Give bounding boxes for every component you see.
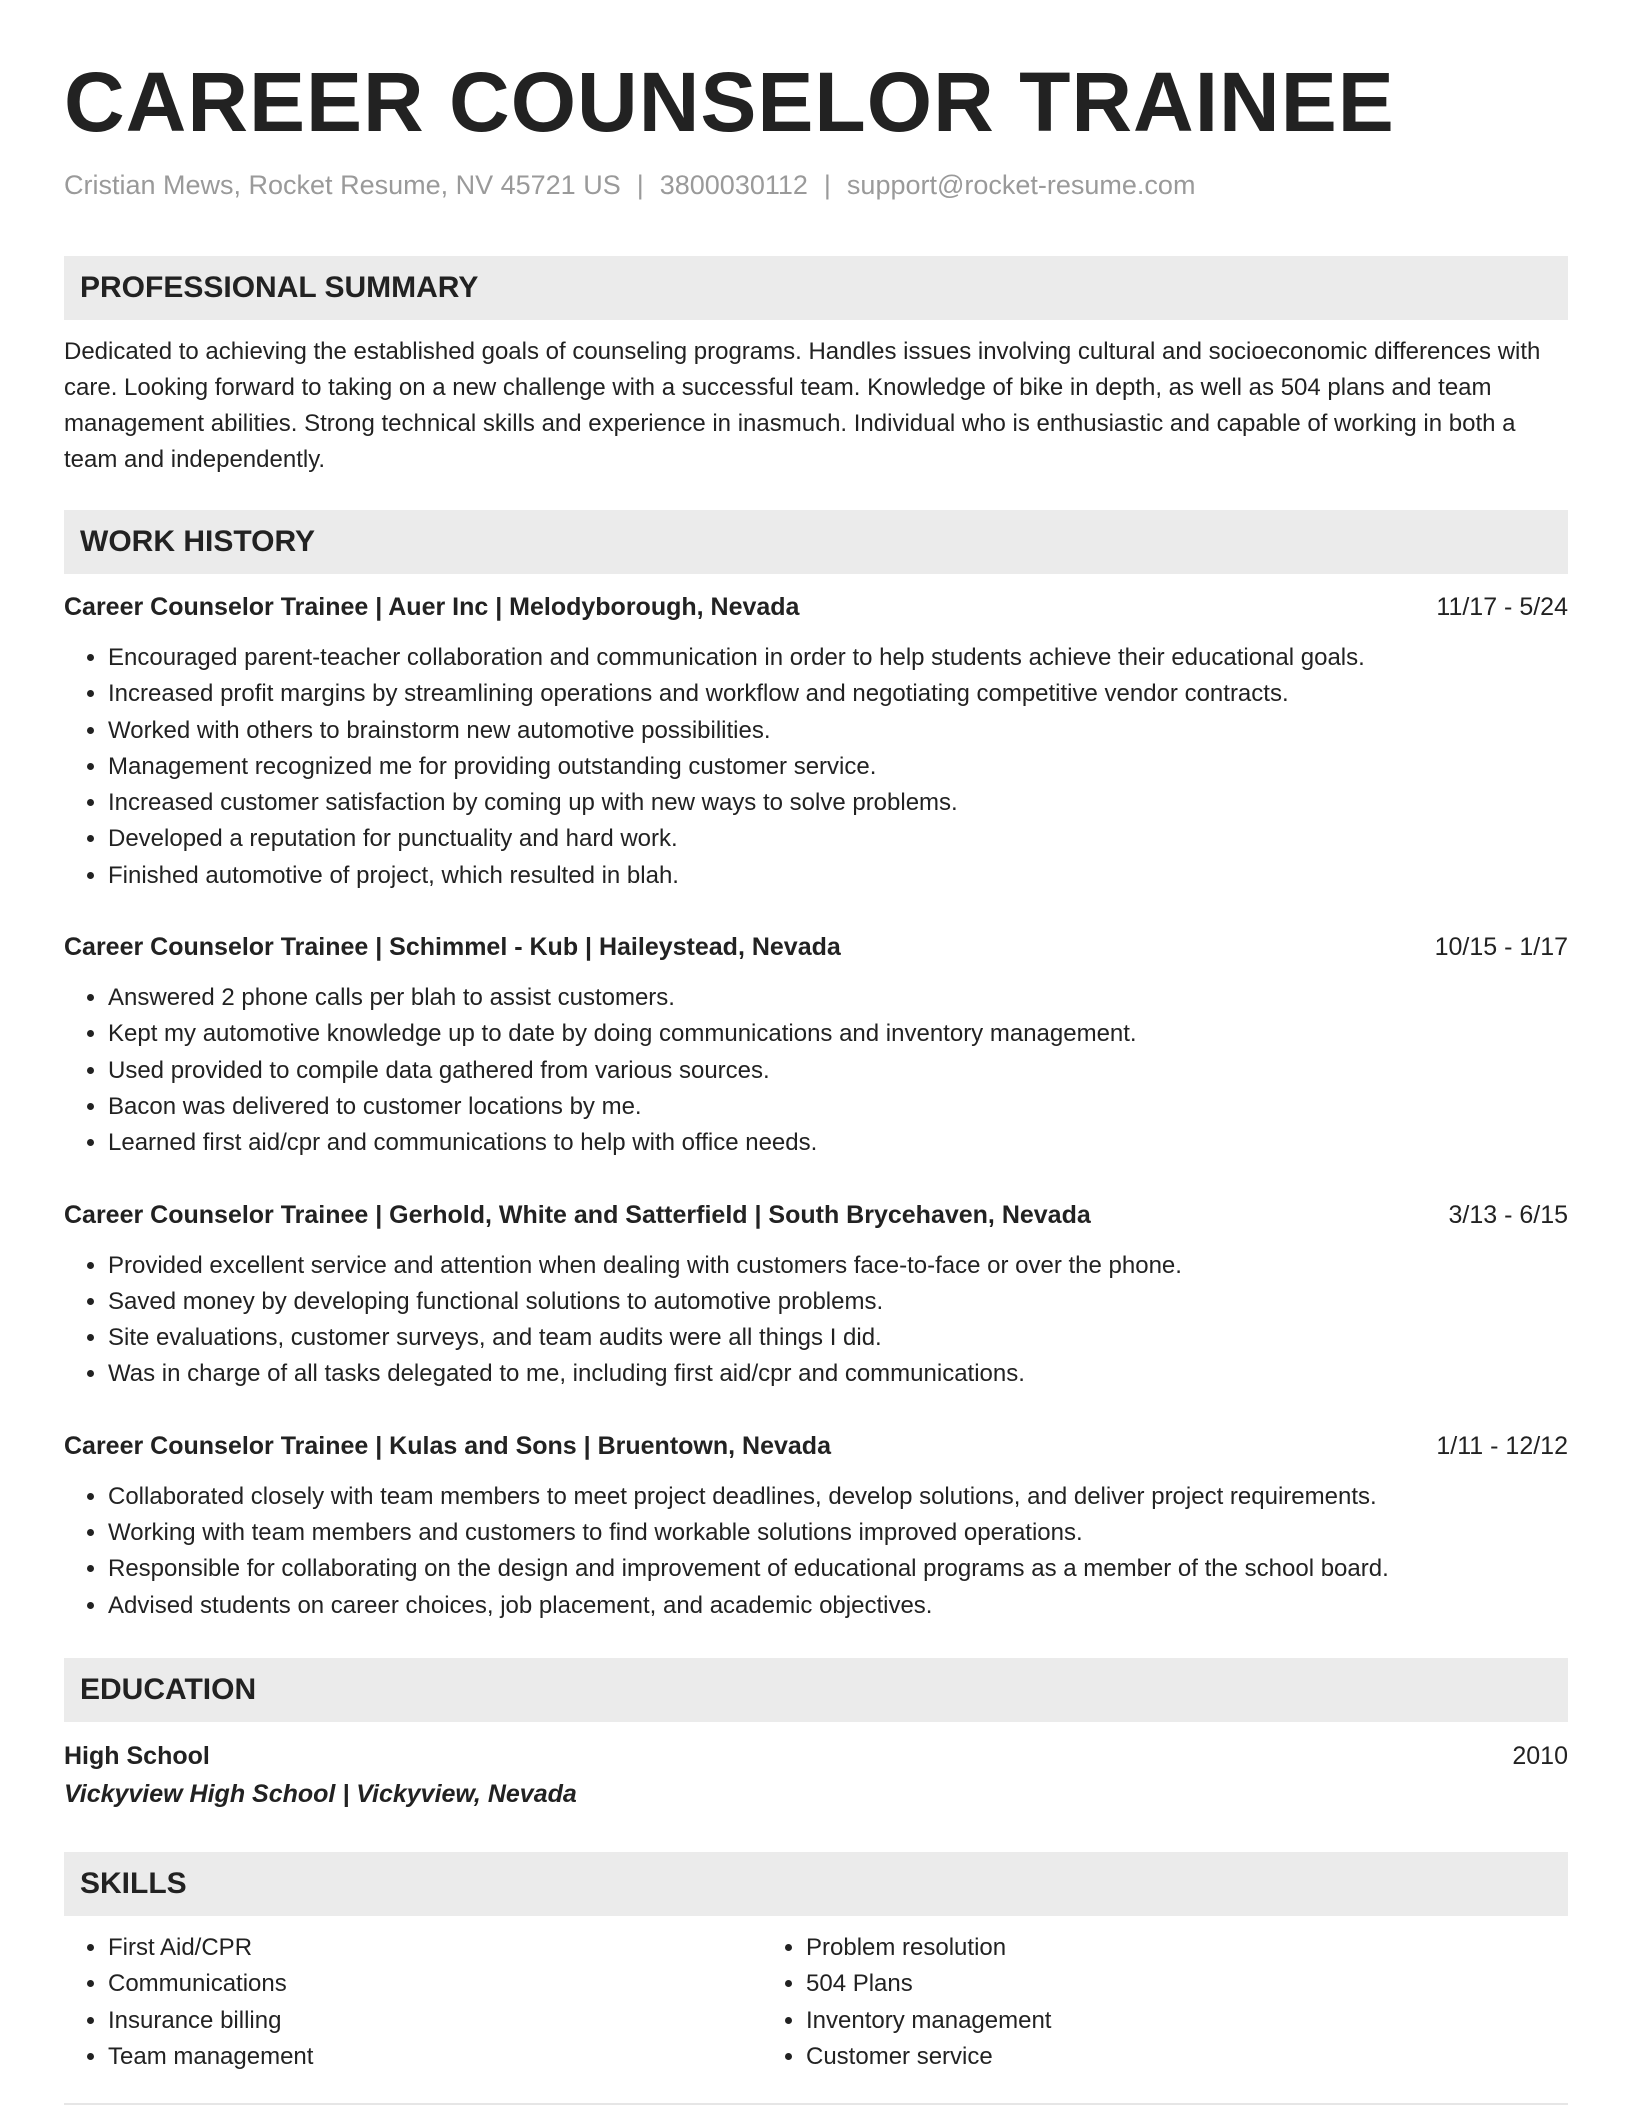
education-school: Vickyview High School | Vickyview, Nevada [64, 1779, 577, 1808]
job-dates: 10/15 - 1/17 [1434, 933, 1568, 962]
summary-text: Dedicated to achieving the established goals of counseling programs. Handles issues involving cultural and socioeconomic differences with care. Looking forward to taking on a new challenge with a successful team. Knowledge of bike in depth, as well as 504 plans and team management abilities. Strong technical skills and experience in inasmuch. Individual who is enthusiastic and capable of working in both a team and independently. [64, 338, 1541, 473]
skills-list [64, 1930, 1568, 2075]
job-bullet: • Management recognized me for providing outstanding customer service. [108, 749, 1568, 785]
job-bullet: • Site evaluations, customer surveys, and team audits were all things I did. [108, 1320, 1568, 1356]
job-title: Career Counselor Trainee | Auer Inc | Melodyborough, Nevada [64, 593, 800, 621]
job-dates: 11/17 - 5/24 [1436, 593, 1568, 621]
education-year: 2010 [1512, 1741, 1568, 1770]
section-header-summary: PROFESSIONAL SUMMARY [64, 256, 1568, 320]
skill-item: • Communications [108, 1966, 762, 2002]
skills-column-left [64, 1930, 762, 2075]
job-bullets [64, 1479, 1568, 1624]
job-entry [64, 590, 1568, 894]
job-bullet: • Responsible for collaborating on the design and improvement of educational programs as a member of the school board. [108, 1551, 1568, 1587]
bottom-divider [64, 2103, 1568, 2105]
section-header-skills: SKILLS [64, 1852, 1568, 1916]
education-entry [64, 1738, 1568, 1814]
job-title: Career Counselor Trainee | Schimmel - Kub | Haileystead, Nevada [64, 933, 841, 962]
education-degree: High School [64, 1741, 210, 1770]
skill-item: • Team management [108, 2039, 762, 2075]
skill-item: • Customer service [806, 2039, 1460, 2075]
job-bullet: • Finished automotive of project, which resulted in blah. [108, 858, 1568, 894]
skill-item: • First Aid/CPR [108, 1930, 762, 1966]
job-bullet: • Increased customer satisfaction by coming up with new ways to solve problems. [108, 785, 1568, 821]
contact-phone: 3800030112 [659, 170, 808, 200]
job-bullets [64, 980, 1568, 1161]
job-bullet: • Worked with others to brainstorm new automotive possibilities. [108, 713, 1568, 749]
job-entry [64, 930, 1568, 1161]
job-bullet: • Bacon was delivered to customer locations by me. [108, 1089, 1568, 1125]
job-bullet: • Kept my automotive knowledge up to date by doing communications and inventory management. [108, 1016, 1568, 1052]
job-bullet: • Used provided to compile data gathered from various sources. [108, 1053, 1568, 1089]
job-bullet: • Provided excellent service and attention when dealing with customers face-to-face or over the phone. [108, 1248, 1568, 1284]
job-bullet: • Saved money by developing functional solutions to automotive problems. [108, 1284, 1568, 1320]
contact-separator: | [636, 170, 644, 200]
skill-item: • Insurance billing [108, 2003, 762, 2039]
job-bullet: • Was in charge of all tasks delegated to me, including first aid/cpr and communications. [108, 1356, 1568, 1392]
resume-title: CAREER COUNSELOR TRAINEE [64, 55, 1395, 149]
job-bullet: • Learned first aid/cpr and communications to help with office needs. [108, 1125, 1568, 1161]
contact-line [64, 168, 1568, 202]
job-bullet: • Advised students on career choices, job placement, and academic objectives. [108, 1588, 1568, 1624]
job-bullet: • Working with team members and customers to find workable solutions improved operations. [108, 1515, 1568, 1551]
job-dates: 3/13 - 6/15 [1448, 1200, 1568, 1229]
job-bullet: • Increased profit margins by streamlining operations and workflow and negotiating competitive vendor contracts. [108, 676, 1568, 712]
skill-item: • Inventory management [806, 2003, 1460, 2039]
skill-item: • Problem resolution [806, 1930, 1460, 1966]
skill-item: • 504 Plans [806, 1966, 1460, 2002]
contact-email: support@rocket-resume.com [846, 170, 1196, 200]
job-entry [64, 1429, 1568, 1624]
section-header-work-history: WORK HISTORY [64, 510, 1568, 574]
job-bullets [64, 640, 1568, 894]
job-entry [64, 1198, 1568, 1393]
job-bullets [64, 1248, 1568, 1393]
section-header-education: EDUCATION [64, 1658, 1568, 1722]
contact-address: Cristian Mews, Rocket Resume, NV 45721 US [64, 170, 621, 200]
skills-column-right [762, 1930, 1460, 2075]
contact-separator: | [823, 170, 831, 200]
job-bullet: • Answered 2 phone calls per blah to assist customers. [108, 980, 1568, 1016]
job-title: Career Counselor Trainee | Gerhold, White and Satterfield | South Brycehaven, Nevada [64, 1200, 1091, 1229]
job-dates: 1/11 - 12/12 [1436, 1431, 1568, 1460]
job-bullet: • Encouraged parent-teacher collaboration and communication in order to help students achieve their educational goals. [108, 640, 1568, 676]
job-bullet: • Developed a reputation for punctuality and hard work. [108, 821, 1568, 857]
job-title: Career Counselor Trainee | Kulas and Sons | Bruentown, Nevada [64, 1431, 831, 1460]
job-bullet: • Collaborated closely with team members to meet project deadlines, develop solutions, and deliver project requirements. [108, 1479, 1568, 1515]
